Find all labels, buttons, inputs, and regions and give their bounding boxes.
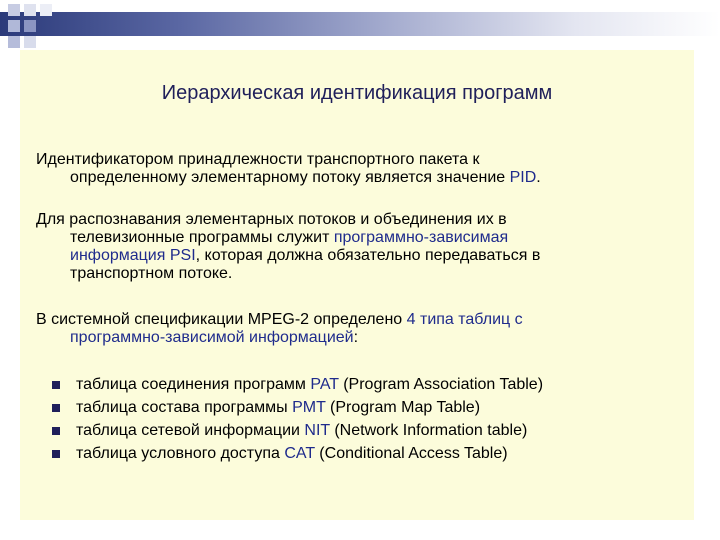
square-bullet-icon <box>52 381 60 389</box>
paragraph-line <box>36 329 676 347</box>
table-abbr: NIT <box>304 422 330 439</box>
text-segment: В системной спецификации MPEG-2 определено <box>36 311 407 328</box>
paragraph-psi <box>36 211 676 283</box>
list-item <box>52 376 682 399</box>
text-segment: таблица соединения программ <box>76 376 311 393</box>
table-abbr: CAT <box>284 445 315 462</box>
table-abbr: PMT <box>292 399 326 416</box>
decor-square <box>8 20 20 32</box>
text-segment: (Network Information table) <box>329 422 528 439</box>
decor-square <box>24 4 36 16</box>
paragraph-pid <box>36 151 676 187</box>
decor-square <box>8 36 20 48</box>
header-gradient-bar <box>0 12 720 36</box>
text-segment: : <box>353 329 359 346</box>
list-item-text <box>76 422 527 440</box>
list-item-text <box>76 399 480 417</box>
list-item <box>52 399 682 422</box>
paragraph-line <box>36 229 676 247</box>
highlight-term: 4 типа таблиц с <box>406 311 523 328</box>
square-bullet-icon <box>52 450 60 458</box>
content-panel <box>20 50 694 520</box>
paragraph-line <box>36 247 676 265</box>
list-item-text <box>76 445 508 463</box>
list-item <box>52 445 682 468</box>
text-segment: таблица сетевой информации <box>76 422 305 439</box>
highlight-term: информация PSI <box>70 247 196 264</box>
paragraph-line: Идентификатором принадлежности транспортного пакета к <box>36 151 480 168</box>
paragraph-line: транспортном потоке. <box>70 265 233 282</box>
highlight-term: программно-зависимой информацией <box>70 329 354 346</box>
text-segment: (Conditional Access Table) <box>314 445 508 462</box>
square-bullet-icon <box>52 427 60 435</box>
text-segment: таблица условного доступа <box>76 445 285 462</box>
highlight-term: программно-зависимая <box>333 229 509 246</box>
decor-square <box>24 36 36 48</box>
text-segment: (Program Association Table) <box>338 376 544 393</box>
paragraph-mpeg2 <box>36 311 676 347</box>
square-bullet-icon <box>52 404 60 412</box>
text-segment: . <box>536 169 541 186</box>
text-segment: , которая должна обязательно передаваться в <box>195 247 541 264</box>
decor-square <box>8 4 20 16</box>
table-abbr: PAT <box>310 376 339 393</box>
decor-square <box>40 4 52 16</box>
text-segment: таблица состава программы <box>76 399 293 416</box>
paragraph-line <box>36 169 676 187</box>
list-item-text <box>76 376 543 394</box>
decor-square <box>24 20 36 32</box>
text-segment: телевизионные программы служит <box>70 229 334 246</box>
slide-title: Иерархическая идентификация программ <box>161 82 553 104</box>
paragraph-line: Для распознавания элементарных потоков и объединения их в <box>36 211 507 228</box>
highlight-term: PID <box>509 169 537 186</box>
list-item <box>52 422 682 445</box>
paragraph-line <box>36 311 676 329</box>
table-types-list <box>52 376 682 468</box>
text-segment: (Program Map Table) <box>325 399 481 416</box>
text-segment: определенному элементарному потоку является значение <box>70 169 510 186</box>
